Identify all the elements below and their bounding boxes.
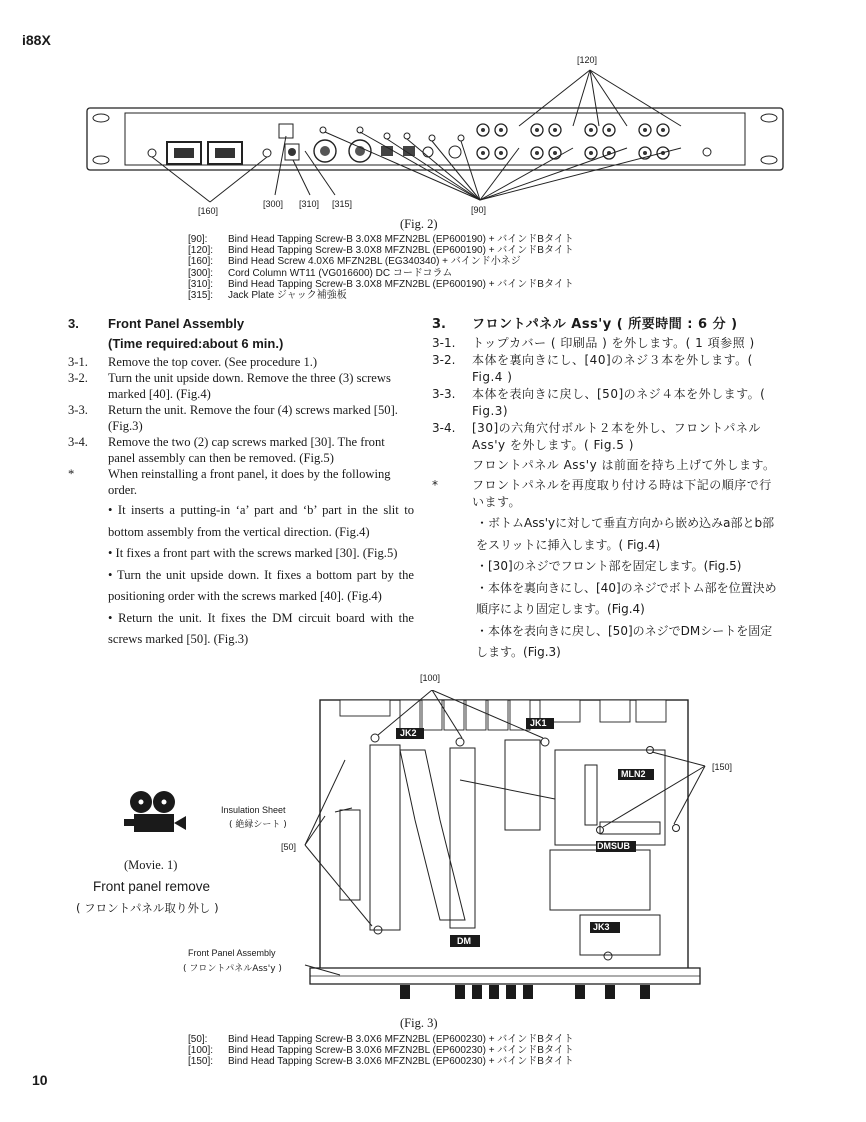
fig3-legend-row [188,1034,574,1045]
fig2-legend-row [188,279,574,290]
legend-ref: [310]: [188,278,214,290]
board-label-dmsub: DMSUB [597,841,630,851]
legend-text: Bind Head Tapping Screw-B 3.0X6 MFZN2BL (EP600230) + バインドBタイト [228,1034,574,1045]
step-number: 3-1. [432,336,456,350]
fig3-callout-150: [150] [712,762,733,772]
section-title: Front Panel Assembly [108,316,245,331]
step-number: 3-4. [68,435,88,449]
english-step [68,402,414,434]
fig2-legend-row [188,245,574,256]
fig3-callout-50: [50] [281,842,297,852]
legend-ref: [315]: [188,290,214,302]
english-bullet: • Turn the unit upside down. It fixes a bottom part by the positioning order with the screws marked [40]. (Fig.4) [108,567,414,603]
english-step [68,370,414,402]
step-number: 3-4. [432,421,456,435]
japanese-step [432,457,784,474]
section-title: フロントパネル Ass'y ( 所要時間 : 6 分 ) [472,317,738,332]
legend-text: Bind Head Tapping Screw-B 3.0X8 MFZN2BL (EP600190) + バインドBタイト [228,245,574,257]
board-label-mln2: MLN2 [621,769,646,779]
step-number [432,457,472,474]
legend-text: Bind Head Tapping Screw-B 3.0X8 MFZN2BL (EP600190) + バインドBタイト [228,278,574,290]
step-number: * [68,467,75,481]
english-step [68,354,414,370]
step-number: 3-2. [432,353,456,367]
fig2-callout-90: [90] [471,205,487,215]
fig2-legend-row [188,234,574,245]
japanese-step [432,420,784,454]
japanese-step [432,477,784,511]
fig2-callout-315: [315] [332,199,353,209]
board-label-jk1: JK1 [530,718,547,728]
legend-text: Bind Head Tapping Screw-B 3.0X6 MFZN2BL (EP600230) + バインドBタイト [228,1056,574,1068]
english-section-subtitle [68,336,414,352]
step-number: * [432,478,438,492]
step-text: トップカバー ( 印刷品 ) を外します。( 1 項参照 ) [472,336,755,350]
step-text: [30]の六角穴付ボルト２本を外し、フロントパネル Ass'y を外します。( Fig.5 ) [472,421,761,452]
fig3-callout-100: [100] [420,673,441,683]
legend-text: Bind Head Tapping Screw-B 3.0X6 MFZN2BL (EP600230) + バインドBタイト [228,1045,574,1057]
movie-camera-icon[interactable] [120,790,190,838]
step-number: 3-2. [68,371,88,385]
step-text: Return the unit. Remove the four (4) screws marked [50]. (Fig.3) [108,403,398,433]
fig2-caption: (Fig. 2) [400,217,438,231]
fig2-legend-row [188,268,574,279]
english-step [68,434,414,466]
english-step [68,466,414,498]
legend-ref: [90]: [188,234,208,245]
fig2-legend-row [188,290,574,301]
step-text: Remove the top cover. (See procedure 1.) [108,355,318,369]
fig3-legend-row [188,1056,574,1067]
english-bullet: • It fixes a front part with the screws marked [30]. (Fig.5) [108,546,398,560]
fig3-front-panel-label-ja: ( フロントパネルAss'y ) [183,964,282,974]
movie-label: (Movie. 1) [124,858,178,872]
fig3-legend [188,1034,574,1068]
board-label-jk3: JK3 [593,922,610,932]
japanese-bullet: ・本体を表向きに戻し、[50]のネジでDMシートを固定します。(Fig.3) [476,623,773,659]
fig2-callout-120: [120] [577,55,598,65]
legend-ref: [300]: [188,267,214,279]
fig3-caption: (Fig. 3) [400,1016,438,1030]
legend-text: Bind Head Screw 4.0X6 MFZN2BL (EG340340) + バインド小ネジ [228,256,521,268]
movie-title-ja: ( フロントパネル取り外し ) [76,901,219,915]
fig2-legend-row [188,256,574,267]
japanese-step [432,352,784,386]
english-section-title [68,316,414,332]
fig3-top-view-diagram [300,690,720,1012]
english-bullet: • Return the unit. It fixes the DM circuit board with the screws marked [50]. (Fig.3) [108,610,414,646]
fig2-legend [188,234,574,301]
japanese-section-title [432,316,784,333]
english-bullet: • It inserts a putting-in ‘a’ part and ‘b’ part in the slit to bottom assembly from the vertical direction. (Fig.4) [108,503,414,539]
step-text: 本体を裏向きにし、[40]のネジ３本を外します。( Fig.4 ) [472,353,753,384]
fig2-rear-panel-diagram [85,52,785,222]
step-text: フロントパネルを再度取り付ける時は下記の順序で行います。 [472,478,772,509]
english-instructions [68,316,414,651]
japanese-bullet: ・本体を裏向きにし、[40]のネジでボトム部を位置決め順序により固定します。(Fig.4) [476,580,777,616]
legend-text: Cord Column WT11 (VG016600) DC コードコラム [228,267,453,279]
section-number: 3. [432,317,446,332]
step-number: 3-3. [432,387,456,401]
fig3-legend-row [188,1045,574,1056]
step-number: 3-1. [68,355,88,369]
fig2-callout-310: [310] [299,199,320,209]
legend-text: Jack Plate ジャック補強板 [228,290,347,302]
board-label-dm: DM [457,936,471,946]
step-number: 3-3. [68,403,88,417]
japanese-bullet: ・ボトムAss'yに対して垂直方向から嵌め込みa部とb部をスリットに挿入します。( Fig.4) [476,516,775,552]
japanese-bullet: ・[30]のネジでフロント部を固定します。(Fig.5) [476,559,742,573]
legend-ref: [50]: [188,1034,208,1045]
fig2-callout-160: [160] [198,206,219,216]
page-number: 10 [32,1072,48,1088]
step-text: 本体を表向きに戻し、[50]のネジ４本を外します。( Fig.3) [472,387,766,418]
section-number: 3. [68,316,79,331]
legend-ref: [120]: [188,245,214,257]
legend-ref: [150]: [188,1056,214,1068]
board-label-jk2: JK2 [400,728,417,738]
step-text: Turn the unit upside down. Remove the three (3) screws marked [40]. (Fig.4) [108,371,391,401]
step-text: フロントパネル Ass'y は前面を持ち上げて外します。 [472,458,776,472]
japanese-step [432,386,784,420]
fig3-front-panel-label: Front Panel Assembly [188,948,276,958]
legend-ref: [160]: [188,256,214,268]
fig2-callout-300: [300] [263,199,284,209]
japanese-step [432,335,784,352]
header-model: i88X [22,32,51,48]
legend-ref: [100]: [188,1045,214,1057]
step-text: When reinstalling a front panel, it does by the following order. [108,467,391,497]
fig3-insulation-label-ja: ( 絶縁シート ) [229,820,287,830]
fig3-insulation-label: Insulation Sheet [221,805,286,815]
section-subtitle: (Time required:about 6 min.) [108,336,284,351]
legend-text: Bind Head Tapping Screw-B 3.0X8 MFZN2BL (EP600190) + バインドBタイト [228,234,574,245]
movie-title[interactable]: Front panel remove [93,879,211,894]
japanese-instructions [432,316,784,664]
step-text: Remove the two (2) cap screws marked [30]. The front panel assembly can then be removed. (Fig.5) [108,435,385,465]
